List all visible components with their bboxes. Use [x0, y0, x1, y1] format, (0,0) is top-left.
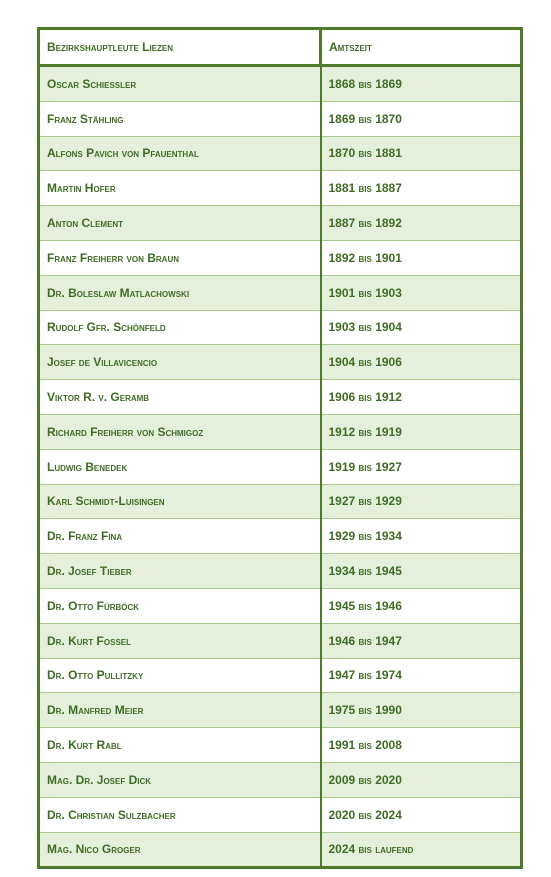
term-cell: 1934 bis 1945 — [321, 554, 522, 589]
table-row — [39, 345, 522, 380]
governor-name-cell: Dr. Kurt Fossel — [39, 623, 321, 658]
table-row — [39, 554, 522, 589]
table-row — [39, 832, 522, 868]
term-cell: 1904 bis 1906 — [321, 345, 522, 380]
governor-name-cell: Dr. Manfred Meier — [39, 693, 321, 728]
term-cell: 1887 bis 1892 — [321, 206, 522, 241]
table-body — [39, 66, 522, 868]
term-cell: 1975 bis 1990 — [321, 693, 522, 728]
table-row — [39, 623, 522, 658]
table-row — [39, 414, 522, 449]
district-governors-table — [37, 27, 523, 869]
table-row — [39, 762, 522, 797]
term-cell: 1892 bis 1901 — [321, 240, 522, 275]
governor-name-cell: Dr. Kurt Rabl — [39, 728, 321, 763]
term-cell: 1868 bis 1869 — [321, 66, 522, 102]
term-cell: 1870 bis 1881 — [321, 136, 522, 171]
governor-name-cell: Oscar Schiessler — [39, 66, 321, 102]
term-cell: 1929 bis 1934 — [321, 519, 522, 554]
term-cell: 1901 bis 1903 — [321, 275, 522, 310]
table-row — [39, 101, 522, 136]
governor-name-cell: Franz Stähling — [39, 101, 321, 136]
governor-name-cell: Karl Schmidt-Luisingen — [39, 484, 321, 519]
governor-name-cell: Richard Freiherr von Schmigoz — [39, 414, 321, 449]
governor-name-cell: Mag. Nico Groger — [39, 832, 321, 868]
governor-name-cell: Franz Freiherr von Braun — [39, 240, 321, 275]
table-row — [39, 275, 522, 310]
table-header-row — [39, 29, 522, 66]
column-header-name: Bezirkshauptleute Liezen — [39, 29, 321, 66]
table-row — [39, 449, 522, 484]
term-cell: 1869 bis 1870 — [321, 101, 522, 136]
term-cell: 1947 bis 1974 — [321, 658, 522, 693]
table-row — [39, 206, 522, 241]
governor-name-cell: Mag. Dr. Josef Dick — [39, 762, 321, 797]
governor-name-cell: Alfons Pavich von Pfauenthal — [39, 136, 321, 171]
table-row — [39, 519, 522, 554]
table-row — [39, 240, 522, 275]
table-row — [39, 693, 522, 728]
table-row — [39, 797, 522, 832]
table-row — [39, 171, 522, 206]
governor-name-cell: Rudolf Gfr. Schönfeld — [39, 310, 321, 345]
term-cell: 2009 bis 2020 — [321, 762, 522, 797]
table-row — [39, 588, 522, 623]
table-row — [39, 728, 522, 763]
governor-name-cell: Dr. Otto Pullitzky — [39, 658, 321, 693]
table-row — [39, 658, 522, 693]
table-row — [39, 66, 522, 102]
term-cell: 1946 bis 1947 — [321, 623, 522, 658]
term-cell: 1881 bis 1887 — [321, 171, 522, 206]
governor-name-cell: Dr. Christian Sulzbacher — [39, 797, 321, 832]
table-row — [39, 310, 522, 345]
table-row — [39, 136, 522, 171]
governor-name-cell: Dr. Josef Tieber — [39, 554, 321, 589]
term-cell: 1912 bis 1919 — [321, 414, 522, 449]
term-cell: 1991 bis 2008 — [321, 728, 522, 763]
term-cell: 1927 bis 1929 — [321, 484, 522, 519]
term-cell: 2024 bis laufend — [321, 832, 522, 868]
governor-name-cell: Anton Clement — [39, 206, 321, 241]
table-row — [39, 380, 522, 415]
table-container — [37, 27, 520, 869]
term-cell: 1945 bis 1946 — [321, 588, 522, 623]
term-cell: 2020 bis 2024 — [321, 797, 522, 832]
governor-name-cell: Dr. Otto Fürböck — [39, 588, 321, 623]
term-cell: 1906 bis 1912 — [321, 380, 522, 415]
governor-name-cell: Dr. Franz Fina — [39, 519, 321, 554]
governor-name-cell: Josef de Villavicencio — [39, 345, 321, 380]
governor-name-cell: Viktor R. v. Geramb — [39, 380, 321, 415]
governor-name-cell: Dr. Boleslaw Matlachowski — [39, 275, 321, 310]
term-cell: 1903 bis 1904 — [321, 310, 522, 345]
governor-name-cell: Ludwig Benedek — [39, 449, 321, 484]
term-cell: 1919 bis 1927 — [321, 449, 522, 484]
column-header-term: Amtszeit — [321, 29, 522, 66]
table-row — [39, 484, 522, 519]
governor-name-cell: Martin Hofer — [39, 171, 321, 206]
